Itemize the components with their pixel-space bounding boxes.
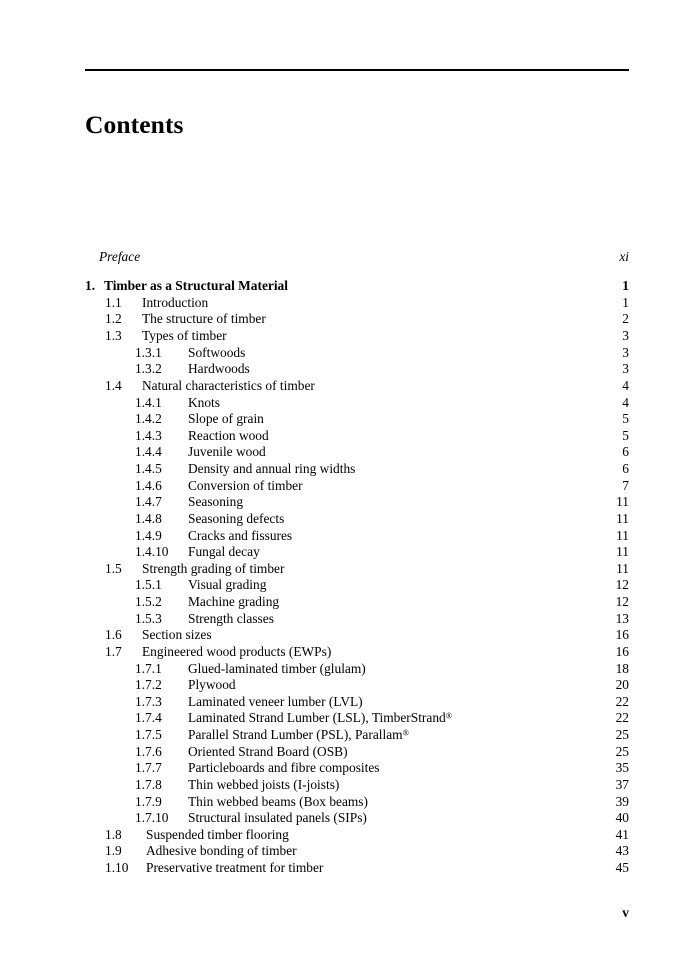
toc-entry-page-number: 35 bbox=[615, 760, 629, 776]
toc-entry-label-text: Introduction bbox=[142, 294, 209, 310]
toc-entry-label bbox=[188, 528, 292, 545]
toc-entry-number: 1.3 bbox=[105, 328, 122, 343]
toc-entry-label-text: Suspended timber flooring bbox=[146, 826, 289, 842]
toc-entry-label bbox=[188, 544, 260, 561]
toc-entry[interactable] bbox=[85, 827, 629, 844]
toc-entry-label bbox=[142, 627, 212, 644]
toc-entry-label-text: Thin webbed joists (I-joists) bbox=[188, 776, 340, 792]
toc-entry-label-text: Juvenile wood bbox=[188, 444, 266, 460]
toc-entry-page-number: 11 bbox=[616, 527, 629, 543]
toc-entry-label bbox=[99, 249, 140, 266]
toc-entry-page-number: 11 bbox=[616, 494, 629, 510]
toc-entry[interactable] bbox=[85, 411, 629, 428]
toc-entry-label-text: Seasoning bbox=[188, 494, 244, 510]
toc-entry-page-number: 5 bbox=[622, 427, 629, 443]
toc-entry[interactable] bbox=[85, 345, 629, 362]
toc-entry-number: 1.8 bbox=[105, 826, 122, 842]
toc-entry-page-number: 25 bbox=[615, 727, 629, 742]
toc-entry[interactable] bbox=[85, 478, 629, 495]
toc-entry-number: 1.4.9 bbox=[135, 527, 162, 543]
toc-entry[interactable] bbox=[85, 395, 629, 412]
toc-entry-page-number: 45 bbox=[615, 860, 629, 875]
toc-entry-number: 1.7.1 bbox=[135, 660, 162, 676]
registered-trademark-icon: ® bbox=[445, 711, 453, 721]
toc-entry-page-number: 1 bbox=[622, 278, 629, 294]
toc-entry-page-number: 2 bbox=[622, 311, 629, 327]
toc-entry-page-number: 40 bbox=[615, 810, 629, 826]
toc-entry-number: 1.5.1 bbox=[135, 577, 162, 593]
toc-entry-label bbox=[188, 794, 368, 811]
toc-entry-label bbox=[188, 661, 366, 678]
toc-entry[interactable] bbox=[85, 577, 629, 594]
toc-entry-label bbox=[146, 843, 297, 860]
toc-entry-label-text: Laminated veneer lumber (LVL) bbox=[188, 693, 363, 709]
toc-entry-number: 1.4.3 bbox=[135, 427, 162, 443]
toc-entry[interactable] bbox=[85, 860, 629, 877]
toc-entry-label bbox=[146, 860, 323, 877]
registered-trademark-icon: ® bbox=[402, 728, 409, 738]
toc-entry-number: 1.3.1 bbox=[135, 344, 162, 360]
toc-entry-label-text: Visual grading bbox=[188, 577, 267, 593]
toc-entry-label-text: Strength grading of timber bbox=[142, 560, 285, 576]
toc-entry-label-text: Reaction wood bbox=[188, 427, 269, 443]
toc-entry[interactable] bbox=[85, 677, 629, 694]
toc-entry-label bbox=[188, 744, 348, 761]
toc-entry[interactable] bbox=[85, 710, 629, 727]
toc-entry-number: 1.4 bbox=[105, 377, 122, 393]
toc-entry-number: 1.7.3 bbox=[135, 693, 162, 709]
toc-entry-label-text: Timber as a Structural Material bbox=[104, 278, 288, 294]
toc-entry[interactable] bbox=[85, 627, 629, 644]
toc-entry-label bbox=[188, 428, 269, 445]
toc-entry[interactable] bbox=[85, 644, 629, 661]
toc-entry-label-text: Parallel Strand Lumber (PSL), Parallam bbox=[188, 727, 403, 742]
toc-entry-number: 1.7.2 bbox=[135, 677, 162, 693]
toc-entry-number: 1.7.10 bbox=[135, 810, 169, 826]
toc-entry[interactable] bbox=[85, 494, 629, 511]
toc-entry-number: 1.1 bbox=[105, 294, 122, 310]
toc-entry[interactable] bbox=[85, 561, 629, 578]
toc-entry-label-text: Engineered wood products (EWPs) bbox=[142, 643, 332, 659]
toc-entry[interactable] bbox=[85, 328, 629, 345]
toc-entry-page-number: 6 bbox=[622, 461, 629, 476]
toc-entry-page-number: 4 bbox=[622, 377, 629, 393]
toc-entry-page-number: 41 bbox=[615, 826, 629, 842]
toc-entry-page-number: 3 bbox=[622, 344, 629, 360]
toc-entry[interactable] bbox=[85, 594, 629, 611]
toc-entry-label bbox=[142, 295, 208, 312]
toc-entry-number: 1.5.2 bbox=[135, 594, 162, 609]
toc-entry[interactable] bbox=[85, 727, 629, 744]
toc-entry[interactable] bbox=[85, 661, 629, 678]
toc-entry-label bbox=[142, 328, 227, 345]
toc-entry-label-text: Knots bbox=[188, 394, 220, 410]
toc-entry-label bbox=[188, 444, 266, 461]
toc-entry-label bbox=[146, 827, 289, 844]
toc-entry-label bbox=[188, 710, 452, 727]
toc-entry-number: 1.6 bbox=[105, 627, 122, 643]
toc-entry-label bbox=[104, 278, 288, 295]
toc-entry-page-number: 22 bbox=[615, 710, 629, 726]
toc-entry-page-number: 3 bbox=[622, 361, 629, 377]
toc-entry-number: 1.4.6 bbox=[135, 477, 162, 493]
toc-entry-number: 1.7.5 bbox=[135, 727, 162, 742]
toc-entry-label-text: Thin webbed beams (Box beams) bbox=[188, 793, 368, 809]
toc-entry[interactable] bbox=[85, 760, 629, 777]
toc-entry[interactable] bbox=[85, 794, 629, 811]
toc-entry-label-text: Preservative treatment for timber bbox=[146, 860, 324, 875]
toc-entry-page-number: 18 bbox=[615, 660, 629, 676]
toc-entry[interactable] bbox=[85, 744, 629, 761]
toc-entry-label-text: Glued-laminated timber (glulam) bbox=[188, 660, 366, 676]
toc-entry[interactable] bbox=[85, 361, 629, 378]
table-of-contents bbox=[85, 249, 629, 877]
toc-entry-label bbox=[188, 461, 355, 478]
toc-entry-label-text: Plywood bbox=[188, 677, 236, 693]
toc-entry[interactable] bbox=[85, 777, 629, 794]
toc-entry-label bbox=[188, 760, 380, 777]
toc-entry[interactable] bbox=[85, 694, 629, 711]
toc-entry-number: 1. bbox=[85, 278, 96, 294]
toc-entry-label-text: Cracks and fissures bbox=[188, 527, 293, 543]
toc-entry-label bbox=[188, 478, 303, 495]
toc-entry-number: 1.9 bbox=[105, 843, 122, 859]
toc-entry-label bbox=[188, 511, 284, 528]
toc-entry-number: 1.4.10 bbox=[135, 544, 169, 560]
toc-entry-label-text: Types of timber bbox=[142, 328, 227, 343]
toc-entry-number: 1.4.8 bbox=[135, 510, 162, 526]
toc-entry[interactable] bbox=[85, 511, 629, 528]
toc-entry-label bbox=[188, 611, 274, 628]
toc-entry-label bbox=[142, 561, 284, 578]
toc-entry-label-text: Strength classes bbox=[188, 610, 274, 626]
toc-entry-page-number: 3 bbox=[622, 328, 629, 343]
toc-entry[interactable] bbox=[85, 544, 629, 561]
toc-entry-label bbox=[188, 727, 409, 744]
toc-entry[interactable] bbox=[85, 611, 629, 628]
toc-entry-label bbox=[188, 395, 220, 412]
toc-entry-label-text: Conversion of timber bbox=[188, 477, 303, 493]
toc-entry[interactable] bbox=[85, 378, 629, 395]
page-title: Contents bbox=[85, 110, 184, 140]
toc-entry[interactable] bbox=[85, 528, 629, 545]
toc-entry[interactable] bbox=[85, 428, 629, 445]
toc-entry-label-text: Fungal decay bbox=[188, 544, 260, 560]
toc-entry-label-text: Adhesive bonding of timber bbox=[146, 843, 297, 859]
toc-entry-page-number: 13 bbox=[615, 610, 629, 626]
toc-entry-page-number: 12 bbox=[615, 577, 629, 593]
toc-entry[interactable] bbox=[85, 461, 629, 478]
toc-entry-label bbox=[142, 644, 331, 661]
toc-entry-label-text: Density and annual ring widths bbox=[188, 461, 356, 476]
toc-entry-label bbox=[188, 411, 264, 428]
toc-entry-page-number: 43 bbox=[615, 843, 629, 859]
toc-entry[interactable] bbox=[85, 249, 629, 266]
toc-entry-page-number: 11 bbox=[616, 544, 629, 560]
toc-entry-page-number: 22 bbox=[615, 693, 629, 709]
toc-entry-number: 1.7.8 bbox=[135, 776, 162, 792]
toc-entry-label bbox=[188, 677, 236, 694]
toc-entry-page-number: 20 bbox=[615, 677, 629, 693]
toc-entry-number: 1.7.4 bbox=[135, 710, 162, 726]
toc-entry-page-number: 11 bbox=[616, 510, 629, 526]
toc-entry-number: 1.4.4 bbox=[135, 444, 162, 460]
toc-entry-label bbox=[188, 810, 367, 827]
toc-entry-page-number: 1 bbox=[622, 294, 629, 310]
toc-entry-number: 1.2 bbox=[105, 311, 122, 327]
toc-entry-page-number: 4 bbox=[622, 394, 629, 410]
toc-entry-page-number: 37 bbox=[615, 776, 629, 792]
toc-entry-number: 1.4.1 bbox=[135, 394, 162, 410]
toc-entry-number: 1.5.3 bbox=[135, 610, 162, 626]
toc-entry-number: 1.4.2 bbox=[135, 411, 162, 427]
toc-entry-page-number: 25 bbox=[615, 743, 629, 759]
toc-entry-label-text: Machine grading bbox=[188, 594, 280, 609]
toc-entry-label-text: Oriented Strand Board (OSB) bbox=[188, 743, 348, 759]
toc-entry-page-number: 16 bbox=[615, 643, 629, 659]
toc-entry-label-text: Particleboards and fibre composites bbox=[188, 760, 380, 776]
toc-entry-number: 1.5 bbox=[105, 560, 122, 576]
toc-entry-label bbox=[188, 777, 339, 794]
toc-entry-label bbox=[188, 594, 279, 611]
toc-entry-page-number: 16 bbox=[615, 627, 629, 643]
toc-entry-number: 1.3.2 bbox=[135, 361, 162, 377]
toc-entry-label-text: Laminated Strand Lumber (LSL), TimberStrand bbox=[188, 710, 446, 726]
toc-entry-number: 1.7.6 bbox=[135, 743, 162, 759]
toc-entry-page-number: 39 bbox=[615, 793, 629, 809]
toc-entry-label-text: Structural insulated panels (SIPs) bbox=[188, 810, 367, 826]
toc-entry-label-text: The structure of timber bbox=[142, 311, 266, 327]
toc-entry-number: 1.7.7 bbox=[135, 760, 162, 776]
toc-entry-label-text: Hardwoods bbox=[188, 361, 250, 377]
toc-entry-label bbox=[142, 311, 266, 328]
toc-entry-page-number: 12 bbox=[615, 594, 629, 609]
toc-entry-number: 1.4.5 bbox=[135, 461, 162, 476]
toc-entry-label-text: Seasoning defects bbox=[188, 510, 285, 526]
toc-entry-label-text: Preface bbox=[99, 249, 141, 264]
toc-entry[interactable] bbox=[85, 311, 629, 328]
toc-entry-label-text: Section sizes bbox=[142, 627, 212, 643]
toc-entry[interactable] bbox=[85, 295, 629, 312]
toc-entry-label bbox=[188, 577, 266, 594]
toc-entry-page-number: 5 bbox=[622, 411, 629, 427]
toc-entry-page-number: xi bbox=[619, 249, 629, 264]
page-folio: v bbox=[622, 905, 629, 920]
toc-entry-page-number: 6 bbox=[622, 444, 629, 460]
toc-entry-page-number: 7 bbox=[622, 477, 629, 493]
toc-entry-number: 1.4.7 bbox=[135, 494, 162, 510]
toc-entry-label-text: Slope of grain bbox=[188, 411, 264, 427]
header-rule bbox=[85, 69, 629, 71]
toc-entry-page-number: 11 bbox=[616, 560, 629, 576]
toc-entry-label bbox=[188, 694, 363, 711]
toc-entry[interactable] bbox=[85, 444, 629, 461]
toc-entry[interactable] bbox=[85, 843, 629, 860]
toc-entry-label-text: Softwoods bbox=[188, 344, 246, 360]
toc-entry-number: 1.10 bbox=[105, 860, 129, 875]
toc-entry-label bbox=[188, 345, 245, 362]
toc-entry[interactable] bbox=[85, 278, 629, 295]
toc-entry-label bbox=[188, 494, 243, 511]
toc-entry[interactable] bbox=[85, 810, 629, 827]
toc-entry-number: 1.7 bbox=[105, 643, 122, 659]
toc-entry-label bbox=[142, 378, 315, 395]
toc-entry-number: 1.7.9 bbox=[135, 793, 162, 809]
toc-entry-label-text: Natural characteristics of timber bbox=[142, 377, 315, 393]
toc-entry-label bbox=[188, 361, 250, 378]
